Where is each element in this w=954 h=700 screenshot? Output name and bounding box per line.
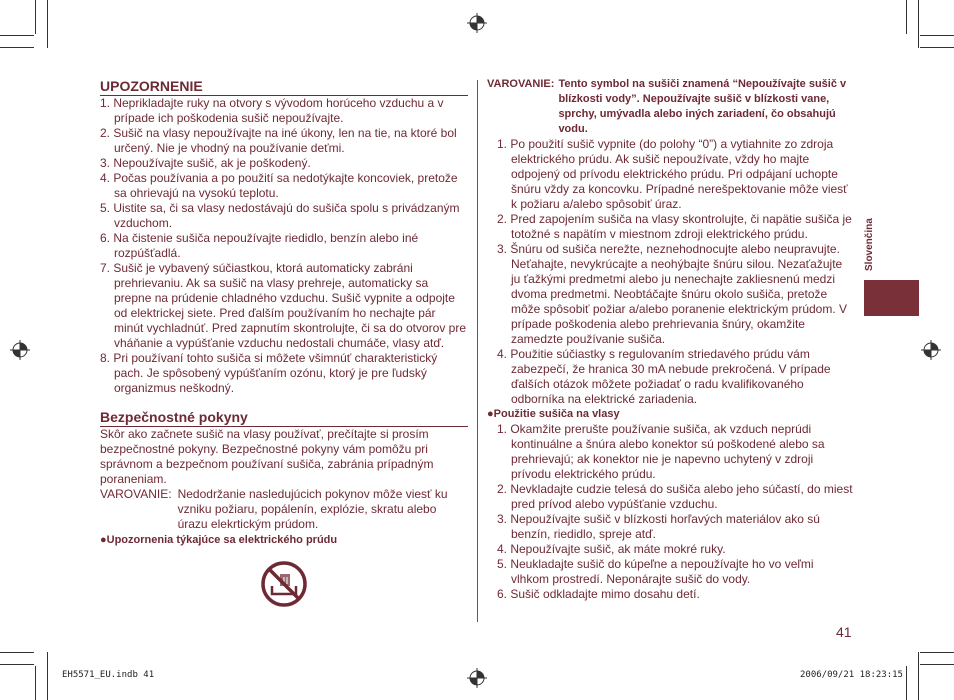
warning-label: VAROVANIE: — [487, 78, 555, 90]
usage-subheading: ●Použitie sušiča na vlasy — [487, 408, 620, 420]
list-item: 4. Počas používania a po použití sa nedotýkajte koncoviek, pretože sa ohrievajú na vysokú teplotu. — [100, 171, 458, 200]
crop-mark — [47, 0, 48, 48]
bezpecnostne-intro: Skôr ako začnete sušič na vlasy používať, prečítajte si prosím bezpečnostné pokyny. Bezpečnostné pokyny vám pomôžu pri správnom a bezpečnom používaní sušiča, zabránia prípadným poraneniam. — [100, 427, 434, 486]
list-item: 1. Okamžite prerušte používanie sušiča, ak vzduch neprúdi kontinuálne a šnúra alebo konektor sú poškodené alebo sa prehrievajú; ak konektor nie je napevno uchytený v zdroji prívodu elektrického prúdu. — [497, 422, 825, 481]
list-item: 5. Uistite sa, či sa vlasy nedostávajú do sušiča spolu s privádzaným vzduchom. — [100, 201, 460, 230]
page-number: 41 — [836, 624, 852, 640]
crop-mark — [920, 652, 954, 653]
list-item: 7. Sušič je vybavený súčiastkou, ktorá automaticky zabráni prehrievaniu. Ak sa sušič na vlasy prehreje, automaticky sa prepne na prúdenie chladného vzduchu. Sušič vypnite a odpojte od elektrickej siete. Pred ďalším používaním ho nechajte pár minút vychladnúť. Pred zapnutím skontrolujte, či sa do otvorov pre vháňanie a vypúšťanie vzduchu nedostali chumáče, vlasy atď. — [100, 261, 467, 350]
warning-block — [100, 487, 468, 532]
registration-mark-icon — [921, 340, 941, 360]
crop-mark — [0, 47, 34, 48]
crop-mark — [47, 652, 48, 700]
list-item: 3. Nepoužívajte sušič v blízkosti horľavých materiálov ako sú benzín, riedidlo, spreje atď. — [497, 512, 820, 541]
crop-mark — [0, 664, 34, 665]
list-item: 3. Nepoužívajte sušič, ak je poškodený. — [100, 156, 311, 170]
no-water-symbol-icon — [260, 560, 308, 608]
crop-mark — [918, 652, 919, 700]
list-item: 4. Nepoužívajte sušič, ak máte mokré ruky. — [497, 542, 726, 556]
list-item: 6. Na čistenie sušiča nepoužívajte riedidlo, benzín alebo iné rozpúšťadlá. — [100, 231, 419, 260]
registration-mark-icon — [10, 340, 30, 360]
electric-subheading: ●Upozornenia týkajúce sa elektrického prúdu — [100, 534, 338, 546]
registration-mark-icon — [467, 668, 487, 688]
crop-mark — [918, 0, 919, 48]
list-item: 3. Šnúru od sušiča nerežte, neznehodnocujte alebo neupravujte. Neťahajte, nevykrúcajte a neohýbajte šnúru silou. Nezaťažujte ju ťažkými predmetmi alebo ju nenechajte zakliesnenú medzi dvoma predmetmi. Neobtáčajte šnúru okolo sušiča, pretože môže spôsobiť požiar a/alebo poranenie elektrickým prúdom. V prípade poškodenia alebo prehrievania šnúry, okamžite zamedzte používanie sušiča. — [497, 242, 848, 346]
column-divider — [477, 80, 478, 622]
footer-datetime: 2006/09/21 18:23:15 — [800, 670, 903, 680]
crop-mark — [920, 664, 954, 665]
crop-mark — [0, 35, 34, 36]
warning-text: Nedodržanie nasledujúcich pokynov môže viesť ku vzniku požiaru, popálenín, explózie, skratu alebo úrazu elekrtickým prúdom. — [177, 487, 448, 531]
list-item: 5. Neukladajte sušič do kúpeľne a nepoužívajte ho vo veľmi vlhkom prostredí. Neponárajte sušič do vody. — [497, 557, 814, 586]
crop-mark — [35, 0, 36, 34]
footer-file: EH5571_EU.indb 41 — [62, 670, 155, 680]
warning-block — [487, 77, 853, 137]
list-item: 2. Nevkladajte cudzie telesá do sušiča alebo jeho súčastí, do miest pred prívod alebo vypúšťanie vzduchu. — [497, 482, 853, 511]
warning-text: Tento symbol na sušiči znamená “Nepoužívajte sušič v blízkosti vody”. Nepoužívajte sušič v blízkosti vane, sprchy, umývadla alebo iných zariadení, čo obsahujú vodu. — [558, 78, 847, 135]
crop-mark — [35, 666, 36, 700]
crop-mark — [906, 666, 907, 700]
list-item: 2. Sušič na vlasy nepoužívajte na iné úkony, len na tie, na ktoré bol určený. Nie je vhodný na používanie deťmi. — [100, 126, 457, 155]
list-item: 4. Použitie súčiastky s regulovaním striedavého prúdu vám zabezpečí, že hranica 30 mA nebude prekročená. V prípade ďalších otázok môžete požiadať o radu kvalifikovaného odborníka na elektrické zariadenia. — [497, 347, 831, 406]
language-tab-label: Slovenčina — [864, 218, 875, 272]
list-item: 1. Po použití sušič vypnite (do polohy “0”) a vytiahnite zo zdroja elektrického prúdu. Ak sušič nepoužívate, vždy ho majte odpojený od prívodu elektrického prúdu. Pri odpájaní uchopte šnúru vždy za koncovku. Prípadné nerešpektovanie môže viesť k požiaru a/alebo spôsobiť úraz. — [497, 137, 848, 211]
registration-mark-icon — [467, 13, 487, 33]
crop-mark — [0, 652, 34, 653]
bezpecnostne-heading: Bezpečnostné pokyny — [100, 408, 468, 427]
crop-mark — [906, 0, 907, 34]
warning-label: VAROVANIE: — [100, 487, 172, 501]
list-item: 1. Neprikladajte ruky na otvory s vývodom horúceho vzduchu a v prípade ich poškodenia sušič nepoužívajte. — [100, 96, 444, 125]
right-column — [487, 77, 853, 602]
crop-mark — [920, 47, 954, 48]
list-item: 6. Sušič odkladajte mimo dosahu detí. — [497, 587, 700, 601]
left-column — [100, 77, 468, 548]
crop-mark — [920, 35, 954, 36]
list-item: 2. Pred zapojením sušiča na vlasy skontrolujte, či napätie sušiča je totožné s napätím v miestnom zdroji elektrického prúdu. — [497, 212, 852, 241]
list-item: 8. Pri používaní tohto sušiča si môžete všimnúť charakteristický pach. Je spôsobený vypúšťaním ozónu, ktorý je pre ľudský organizmus neškodný. — [100, 351, 438, 395]
upozornenie-heading: UPOZORNENIE — [100, 77, 468, 96]
language-tab — [864, 280, 919, 316]
